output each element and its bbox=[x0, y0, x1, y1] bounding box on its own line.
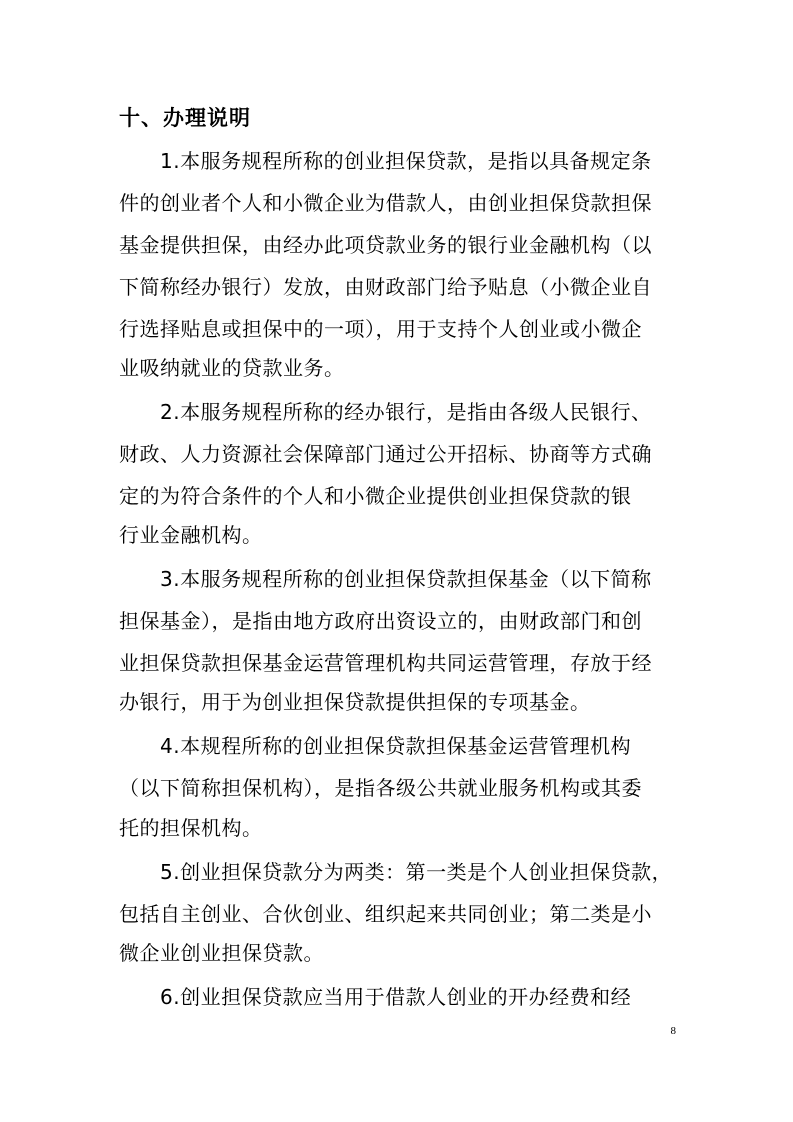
paragraph-line: 业吸纳就业的贷款业务。 bbox=[119, 356, 345, 380]
paragraph-line: 基金提供担保，由经办此项贷款业务的银行业金融机构（以 bbox=[119, 233, 652, 257]
paragraph-line: 托的担保机构。 bbox=[119, 816, 263, 840]
section-heading: 十、办理说明 bbox=[119, 106, 251, 130]
paragraph-line: 1.本服务规程所称的创业担保贷款，是指以具备规定条 bbox=[160, 149, 652, 173]
paragraph-line: 业担保贷款担保基金运营管理机构共同运营管理，存放于经 bbox=[119, 651, 652, 675]
paragraph-line: 4.本规程所称的创业担保贷款担保基金运营管理机构 bbox=[160, 734, 632, 758]
paragraph-line: （以下简称担保机构），是指各级公共就业服务机构或其委 bbox=[119, 776, 642, 800]
paragraph-line: 办银行，用于为创业担保贷款提供担保的专项基金。 bbox=[119, 690, 591, 714]
paragraph-line: 包括自主创业、合伙创业、组织起来共同创业；第二类是小 bbox=[119, 902, 652, 926]
paragraph-line: 2.本服务规程所称的经办银行，是指由各级人民银行、 bbox=[160, 400, 652, 424]
paragraph-line: 下简称经办银行）发放，由财政部门给予贴息（小微企业自 bbox=[119, 275, 652, 299]
paragraph-line: 担保基金），是指由地方政府出资设立的，由财政部门和创 bbox=[119, 609, 642, 633]
paragraph-line: 行业金融机构。 bbox=[119, 523, 263, 547]
paragraph-line: 行选择贴息或担保中的一项），用于支持个人创业或小微企 bbox=[119, 317, 642, 341]
paragraph-line: 3.本服务规程所称的创业担保贷款担保基金（以下简称 bbox=[160, 567, 652, 591]
paragraph-line: 5.创业担保贷款分为两类：第一类是个人创业担保贷款， bbox=[160, 860, 673, 884]
paragraph-line: 财政、人力资源社会保障部门通过公开招标、协商等方式确 bbox=[119, 442, 652, 466]
paragraph-line: 微企业创业担保贷款。 bbox=[119, 941, 324, 965]
paragraph-line: 定的为符合条件的个人和小微企业提供创业担保贷款的银 bbox=[119, 484, 632, 508]
paragraph-line: 6.创业担保贷款应当用于借款人创业的开办经费和经 bbox=[160, 985, 632, 1009]
page-number: 8 bbox=[670, 1025, 676, 1037]
paragraph-line: 件的创业者个人和小微企业为借款人，由创业担保贷款担保 bbox=[119, 191, 652, 215]
